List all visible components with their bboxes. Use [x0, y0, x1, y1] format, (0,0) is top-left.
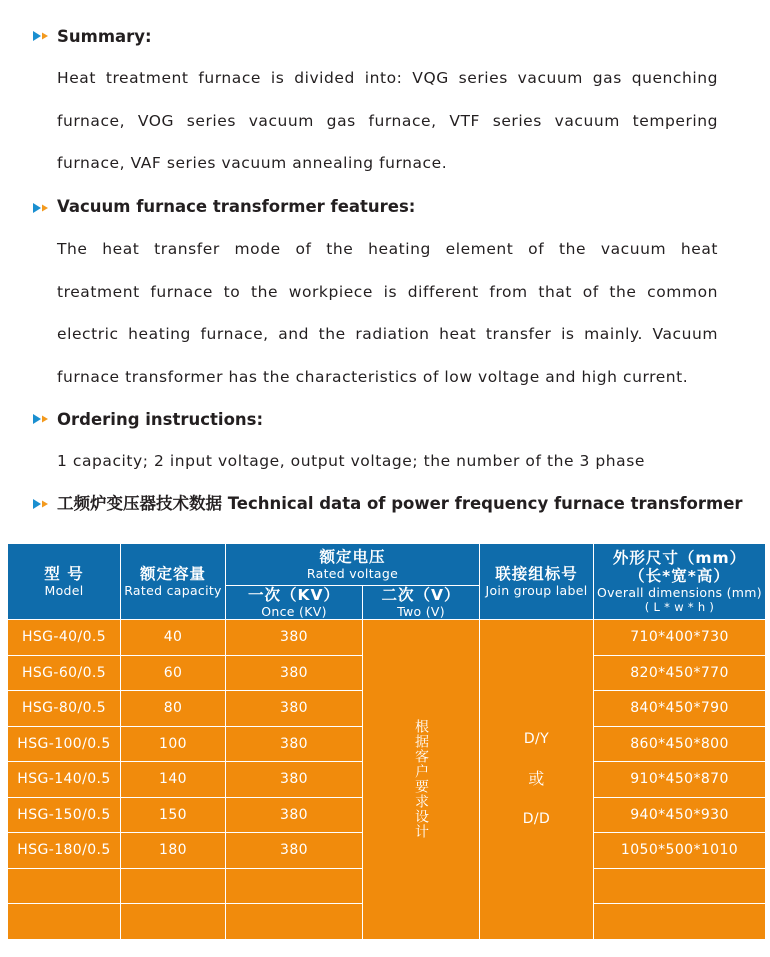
cell-model: HSG-180/0.5	[8, 833, 121, 869]
cell-capacity	[121, 868, 226, 904]
table-row	[8, 620, 766, 656]
cell-capacity: 60	[121, 655, 226, 691]
header-model: 型 号 Model	[8, 544, 121, 620]
paragraph-line: furnace, VAF series vacuum annealing furnace.	[57, 154, 448, 172]
join-label-dy: D/Y	[523, 731, 550, 748]
paragraph-line: furnace, VOG series vacuum gas furnace, VTF series vacuum tempering	[57, 111, 718, 130]
cell-dimensions	[594, 904, 766, 940]
cell-dimensions: 710*400*730	[594, 620, 766, 656]
cell-dimensions	[594, 868, 766, 904]
cell-capacity: 80	[121, 691, 226, 727]
cell-model: HSG-60/0.5	[8, 655, 121, 691]
cell-capacity: 180	[121, 833, 226, 869]
header-rated-voltage: 额定电压 Rated voltage	[226, 544, 480, 586]
secondary-voltage-note: 根据客户要求设计	[413, 719, 429, 840]
cell-model: HSG-40/0.5	[8, 620, 121, 656]
double-arrow-icon	[33, 497, 55, 511]
cell-dimensions: 910*450*870	[594, 762, 766, 798]
cell-capacity: 40	[121, 620, 226, 656]
join-label-dd: D/D	[522, 811, 551, 828]
cell-capacity	[121, 904, 226, 940]
header-once: 一次（KV） Once (KV)	[226, 586, 363, 620]
cell-once: 380	[226, 833, 363, 869]
header-capacity: 额定容量 Rated capacity	[121, 544, 226, 620]
technical-data-table	[7, 543, 766, 940]
section-heading: Summary:	[57, 27, 152, 46]
cell-dimensions: 940*450*930	[594, 797, 766, 833]
paragraph-line: furnace transformer has the characteristics of low voltage and high current.	[57, 367, 689, 386]
cell-once: 380	[226, 762, 363, 798]
cell-once: 380	[226, 620, 363, 656]
cell-dimensions: 860*450*800	[594, 726, 766, 762]
cell-once: 380	[226, 691, 363, 727]
cell-dimensions: 1050*500*1010	[594, 833, 766, 869]
paragraph-line: 1 capacity; 2 input voltage, output voltage; the number of the 3 phase	[57, 452, 645, 470]
header-join-group: 联接组标号 Join group label	[480, 544, 594, 620]
section-heading: Vacuum furnace transformer features:	[57, 197, 416, 216]
cell-dimensions: 820*450*770	[594, 655, 766, 691]
cell-model: HSG-100/0.5	[8, 726, 121, 762]
cell-model: HSG-150/0.5	[8, 797, 121, 833]
cell-capacity: 150	[121, 797, 226, 833]
cell-once: 380	[226, 726, 363, 762]
double-arrow-icon	[33, 201, 55, 215]
cell-secondary-voltage	[363, 620, 480, 940]
paragraph-line: The heat transfer mode of the heating element of the vacuum heat	[57, 240, 718, 258]
section-paragraph	[57, 228, 718, 398]
cell-model	[8, 904, 121, 940]
header-two: 二次（V） Two (V)	[363, 586, 480, 620]
header-dimensions: 外形尺寸（mm） （长*宽*高） Overall dimensions (mm) ( L * w * h )	[594, 544, 766, 620]
section-heading: Ordering instructions:	[57, 410, 264, 429]
cell-capacity: 140	[121, 762, 226, 798]
section-paragraph	[57, 440, 718, 483]
cell-once: 380	[226, 655, 363, 691]
paragraph-line: Heat treatment furnace is divided into: VQG series vacuum gas quenching	[57, 69, 718, 87]
table-title: 工频炉变压器技术数据 Technical data of power frequency furnace transformer	[57, 494, 743, 513]
cell-model: HSG-140/0.5	[8, 762, 121, 798]
cell-dimensions: 840*450*790	[594, 691, 766, 727]
cell-once: 380	[226, 797, 363, 833]
cell-model: HSG-80/0.5	[8, 691, 121, 727]
cell-join-group	[480, 620, 594, 940]
cell-capacity: 100	[121, 726, 226, 762]
join-label-or: 或	[528, 769, 545, 789]
cell-model	[8, 868, 121, 904]
paragraph-line: electric heating furnace, and the radiation heat transfer is mainly. Vacuum	[57, 325, 718, 343]
cell-once	[226, 868, 363, 904]
cell-once	[226, 904, 363, 940]
double-arrow-icon	[33, 412, 55, 426]
double-arrow-icon	[33, 29, 55, 43]
paragraph-line: treatment furnace to the workpiece is different from that of the common	[57, 282, 718, 301]
section-paragraph	[57, 57, 718, 185]
